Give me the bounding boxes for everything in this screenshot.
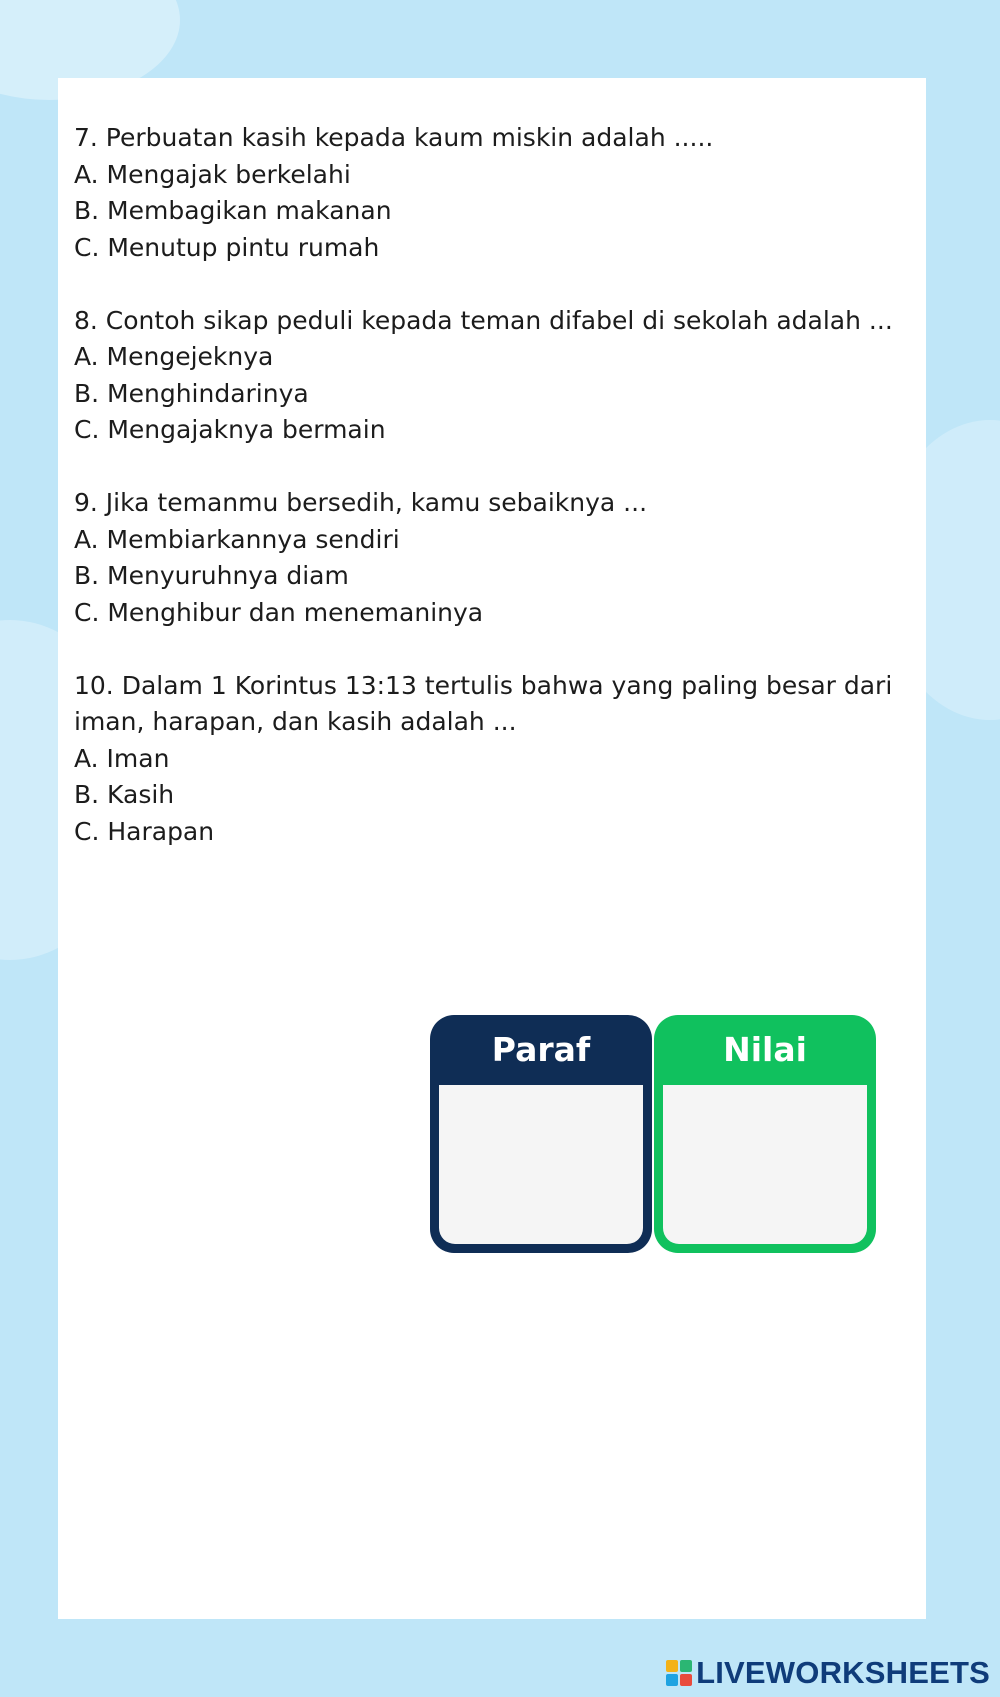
paraf-field[interactable] (439, 1085, 643, 1244)
option-b: B. Menghindarinya (74, 378, 309, 408)
liveworksheets-logo[interactable] (666, 1655, 990, 1691)
question-list (74, 120, 914, 887)
nilai-field[interactable] (663, 1085, 867, 1244)
question-9 (74, 485, 914, 631)
paraf-label: Paraf (491, 1030, 591, 1069)
option-b: B. Kasih (74, 780, 175, 809)
nilai-label: Nilai (723, 1030, 807, 1069)
option-a: A. Mengajak berkelahi (74, 159, 351, 189)
question-7 (74, 120, 914, 266)
option-a: A. Membiarkannya sendiri (74, 524, 400, 554)
logo-icon (666, 1660, 692, 1686)
option-b: B. Menyuruhnya diam (74, 561, 349, 590)
option-c: C. Menghibur dan menemaninya (74, 597, 484, 627)
question-8 (74, 303, 914, 449)
question-10 (74, 668, 914, 851)
option-a: A. Mengejeknya (74, 342, 274, 371)
nilai-box (654, 1015, 876, 1253)
option-c: C. Mengajaknya bermain (74, 415, 386, 444)
option-c: C. Harapan (74, 816, 215, 846)
worksheet-page (58, 78, 926, 1619)
option-a: A. Iman (74, 743, 170, 773)
option-b: B. Membagikan makanan (74, 196, 392, 225)
question-text: 8. Contoh sikap peduli kepada teman difabel di sekolah adalah ... (74, 305, 893, 335)
question-text-line-2: iman, harapan, dan kasih adalah ... (74, 707, 517, 736)
question-text-line-1: 10. Dalam 1 Korintus 13:13 tertulis bahwa yang paling besar dari (74, 670, 893, 700)
option-c: C. Menutup pintu rumah (74, 232, 380, 262)
logo-text: LIVEWORKSHEETS (696, 1655, 990, 1690)
question-text: 9. Jika temanmu bersedih, kamu sebaiknya ... (74, 488, 648, 517)
question-text: 7. Perbuatan kasih kepada kaum miskin adalah ..... (74, 123, 714, 152)
paraf-box (430, 1015, 652, 1253)
